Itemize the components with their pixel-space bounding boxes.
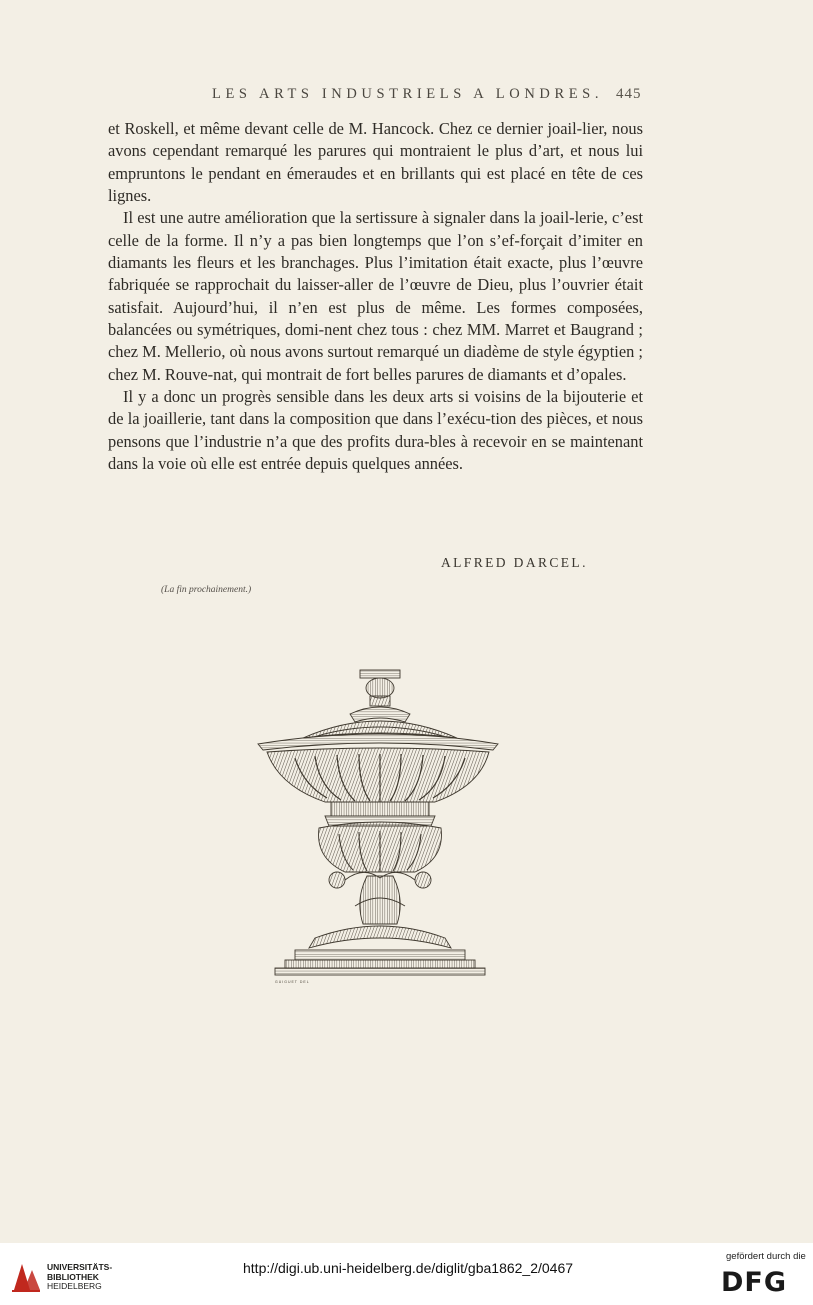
covered-cup-engraving [255,666,500,986]
paragraph-2: Il est une autre amélioration que la sertissure à signaler dans la joail-lerie, c’est celle de la forme. Il n’y a pas bien longtemps que l’on s’ef-forçait d’imiter en diamants les fleurs et les branchages. Plus l’imitation était exacte, plus l’œuvre fabriquée se rapprochait du laisser-aller de l’œuvre de Dieu, plus l’ouvrier était satisfait. Aujourd’hui, il n’en est plus de même. Les formes composées, balancées ou symétriques, domi-nent chez tous : chez MM. Marret et Baugrand ; chez M. Mellerio, où nous avons surtout remarqué un diadème de style égyptien ; chez M. Rouve-nat, qui montrait de fort belles parures de diamants et d’opales. [108,208,643,384]
author-signature: ALFRED DARCEL. [441,555,588,570]
digital-library-footer [0,1243,813,1305]
running-title: LES ARTS INDUSTRIELS A LONDRES. [212,86,604,102]
paragraph-3: Il y a donc un progrès sensible dans les deux arts si voisins de la bijouterie et de la joaillerie, tant dans la composition que dans l’exécu-tion des pièces, et nous pensons que l’industrie n’a que des profits dura-bles à recevoir en se maintenant dans la voie où elle est entrée depuis quelques années. [108,387,643,474]
article-body [108,118,643,476]
dfg-logo: DFG [721,1267,788,1298]
page-number: 445 [616,86,642,102]
library-name [47,1263,112,1292]
university-library-logo-icon [10,1260,42,1294]
paragraph-1: et Roskell, et même devant celle de M. Hancock. Chez ce dernier joail-lier, nous avons cependant remarqué les parures qui montraient le plus d’art, et nous lui empruntons le pendant en émeraudes et en brillants qui est placé en tête de ces lignes. [108,119,643,206]
engraver-credit: GUIGUET DEL [275,980,310,984]
running-head [0,86,813,106]
funding-note: gefördert durch die [726,1251,806,1262]
library-line-3: HEIDELBERG [47,1281,102,1291]
library-line-1: UNIVERSITÄTS- [47,1262,113,1272]
permalink-url[interactable]: http://digi.ub.uni-heidelberg.de/diglit/gba1862_2/0467 [243,1260,574,1276]
library-line-2: BIBLIOTHEK [47,1271,99,1282]
continuation-note: (La fin prochainement.) [161,585,252,595]
